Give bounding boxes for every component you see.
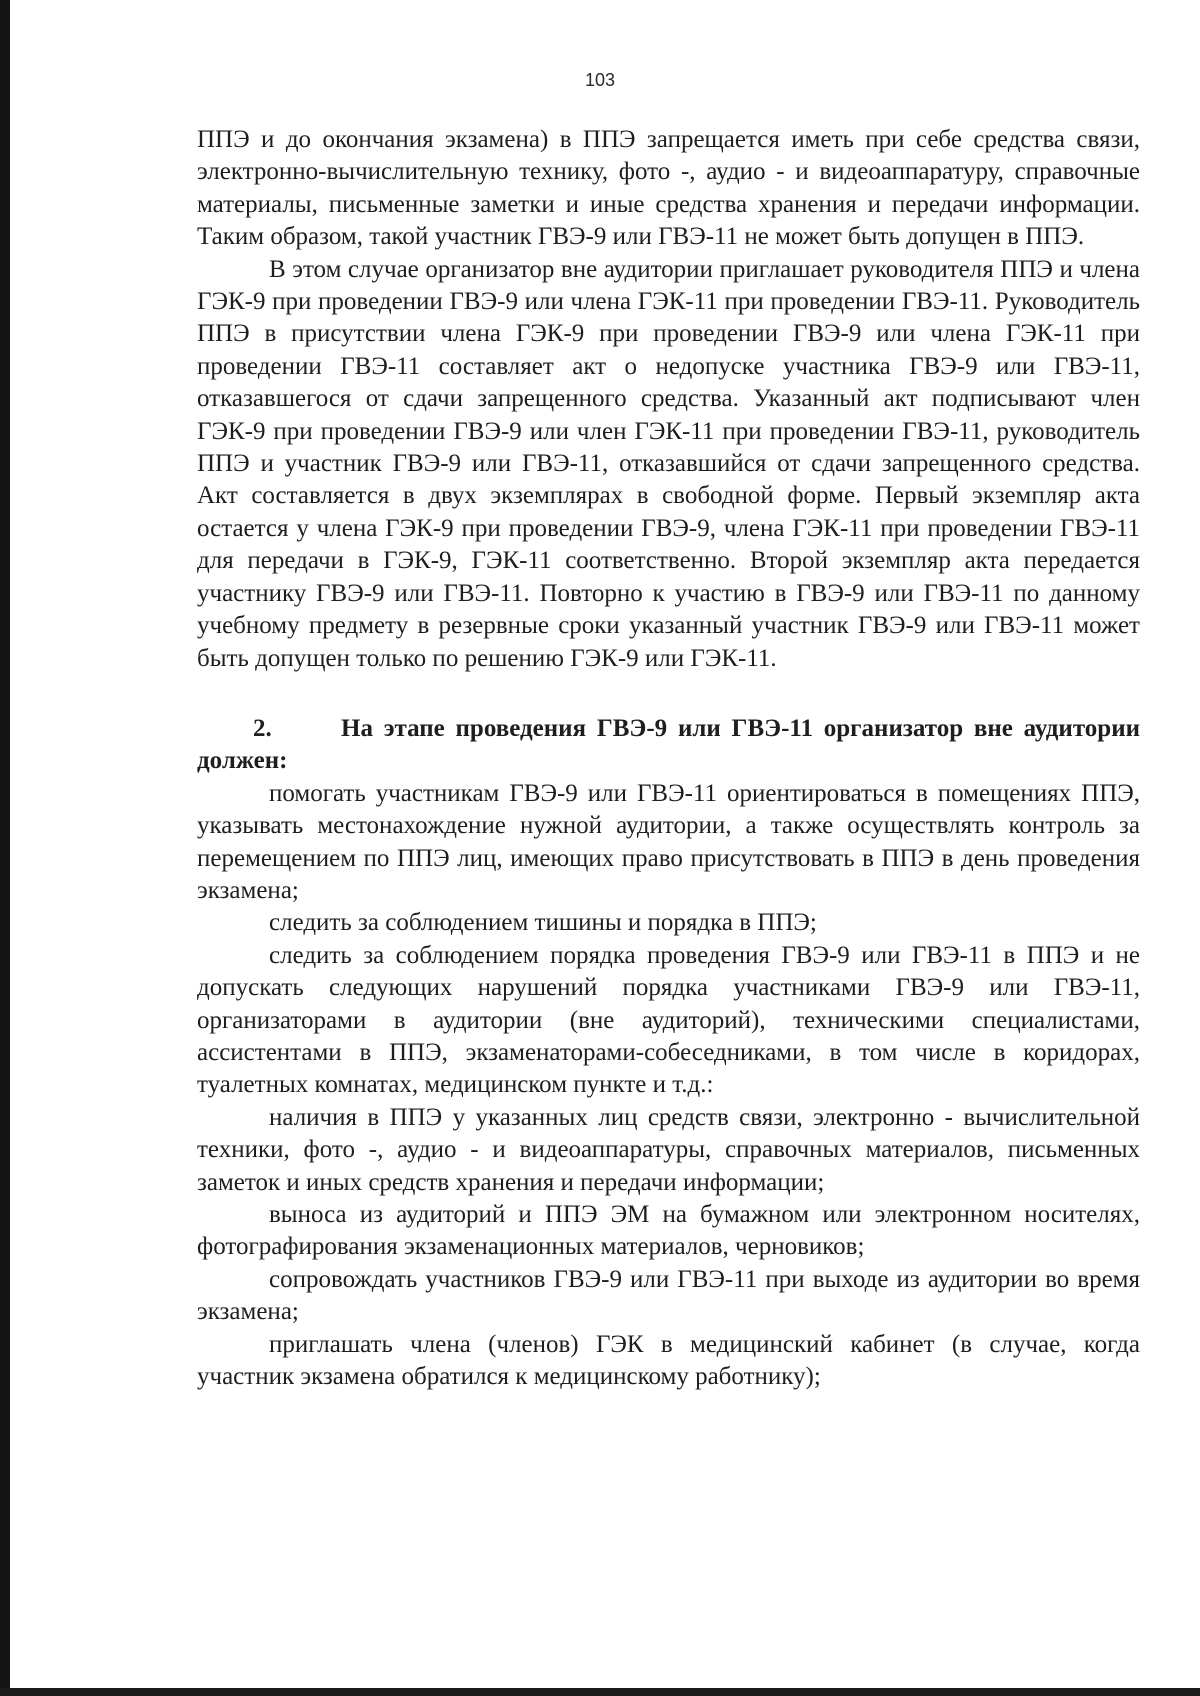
paragraph: наличия в ППЭ у указанных лиц средств связи, электронно - вычислительной техники, фото -, аудио - и видеоаппаратуры, справочных материалов, письменных заметок и иных средств хранения и передачи информации; — [197, 1103, 1140, 1196]
document-body — [197, 124, 1140, 1393]
paragraph: следить за соблюдением порядка проведения ГВЭ-9 или ГВЭ-11 в ППЭ и не допускать следующих нарушений порядка участниками ГВЭ-9 или ГВЭ-11, организаторами в аудитории (вне аудиторий), техническими специалистами, ассистентами в ППЭ, экзаменаторами-собеседниками, в том числе в коридорах, туалетных комнатах, медицинском пункте и т.д.: — [197, 941, 1140, 1099]
paragraph: В этом случае организатор вне аудитории приглашает руководителя ППЭ и члена ГЭК-9 при проведении ГВЭ-9 или члена ГЭК-11 при проведении ГВЭ-11. Руководитель ППЭ в присутствии члена ГЭК-9 при проведении ГВЭ-9 или члена ГЭК-11 при проведении ГВЭ-11 составляет акт о недопуске участника ГВЭ-9 или ГВЭ-11, отказавшегося от сдачи запрещенного средства. Указанный акт подписывают член ГЭК-9 при проведении ГВЭ-9 или член ГЭК-11 при проведении ГВЭ-11, руководитель ППЭ и участник ГВЭ-9 или ГВЭ-11, отказавшийся от сдачи запрещенного средства. Акт составляется в двух экземплярах в свободной форме. Первый экземпляр акта остается у члена ГЭК-9 при проведении ГВЭ-9, члена ГЭК-11 при проведении ГВЭ-11 для передачи в ГЭК-9, ГЭК-11 соответственно. Второй экземпляр акта передается участнику ГВЭ-9 или ГВЭ-11. Повторно к участию в ГВЭ-9 или ГВЭ-11 по данному учебному предмету в резервные сроки указанный участник ГВЭ-9 или ГВЭ-11 может быть допущен только по решению ГЭК-9 или ГЭК-11. — [197, 255, 1140, 672]
section-gap — [197, 675, 1140, 713]
paragraph: выноса из аудиторий и ППЭ ЭМ на бумажном или электронном носителях, фотографирования экзаменационных материалов, черновиков; — [197, 1201, 1140, 1261]
paragraph: ППЭ и до окончания экзамена) в ППЭ запрещается иметь при себе средства связи, электронно-вычислительную технику, фото -, аудио - и видеоаппаратуру, справочные материалы, письменные заметки и иные средства хранения и передачи информации. Таким образом, такой участник ГВЭ-9 или ГВЭ-11 не может быть допущен в ППЭ. — [197, 126, 1140, 251]
paragraph: приглашать члена (членов) ГЭК в медицинский кабинет (в случае, когда участник экзамена обратился к медицинскому работнику); — [197, 1330, 1140, 1391]
scan-edge-bottom — [0, 1688, 1200, 1696]
page-number: 103 — [584, 70, 616, 90]
section-heading — [197, 713, 1140, 778]
section-title: На этапе проведения ГВЭ-9 или ГВЭ-11 организатор вне аудитории должен: — [197, 714, 1140, 775]
paragraph: сопровождать участников ГВЭ-9 или ГВЭ-11 при выходе из аудитории во время экзамена; — [197, 1265, 1140, 1326]
paragraph: следить за соблюдением тишины и порядка в ППЭ; — [269, 909, 817, 937]
paragraph: помогать участникам ГВЭ-9 или ГВЭ-11 ориентироваться в помещениях ППЭ, указывать местонахождение нужной аудитории, а также осуществлять контроль за перемещением по ППЭ лиц, имеющих право присутствовать в ППЭ в день проведения экзамена; — [197, 779, 1140, 904]
scan-edge-left — [0, 0, 10, 1696]
section-number: 2. — [253, 714, 272, 742]
